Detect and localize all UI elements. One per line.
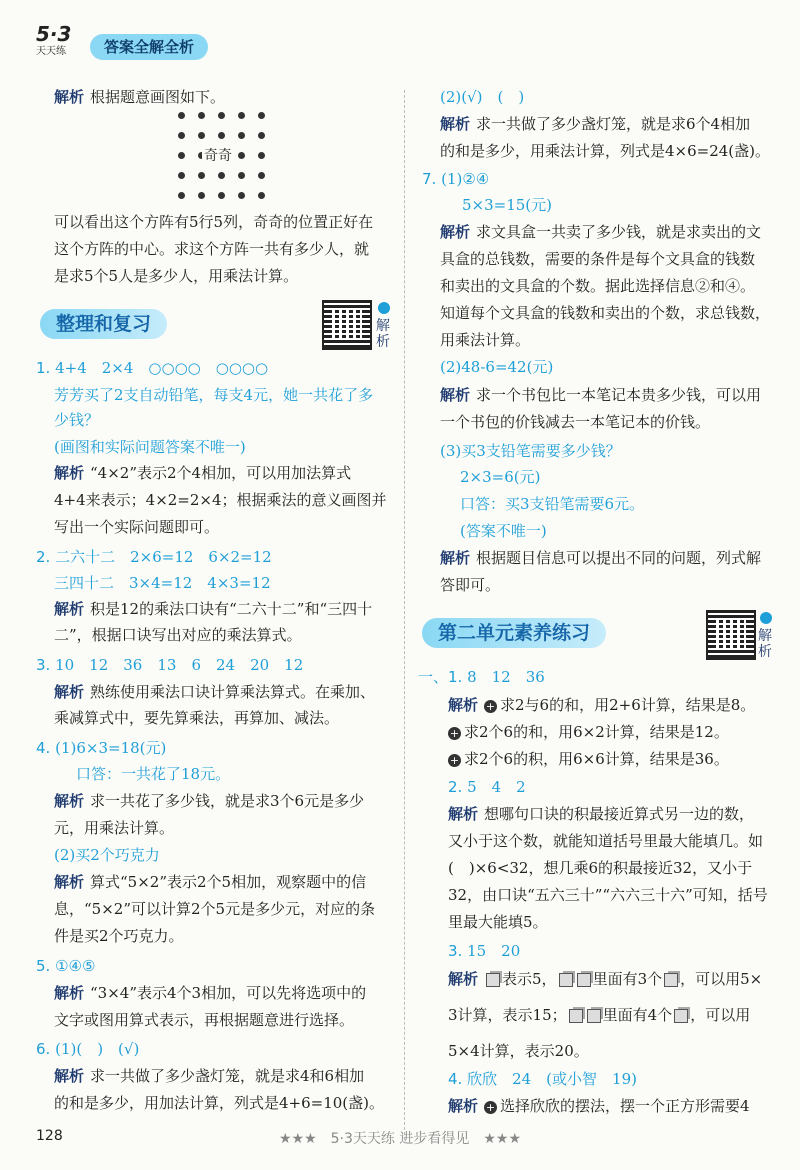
cube-icon	[664, 973, 678, 987]
q2-answer1: 2. 二六十二 2×6=12 6×2=12	[36, 548, 272, 566]
logo-mark: 5·3	[36, 22, 72, 46]
q6b-explain1: 解析 求一共做了多少盏灯笼，就是求6个4相加	[440, 115, 751, 133]
q1-answer: 1. 4+4 2×4 ○○○○ ○○○○	[36, 359, 269, 377]
qr-code-unit2	[706, 610, 756, 660]
q6b-answer: (2)(√) ( )	[440, 88, 525, 106]
q7-answer6: 口答：买3支铅笔需要6元。	[460, 495, 645, 513]
q7-answer7: (答案不唯一)	[460, 522, 547, 540]
bullet-icon: +	[449, 753, 460, 767]
q6-answer: 6. (1)( ) (√)	[36, 1040, 140, 1058]
header-title: 答案全解全析	[90, 34, 208, 60]
column-divider	[404, 90, 405, 1140]
q7-explain7: 一个书包的价钱减去一本笔记本的价钱。	[440, 413, 711, 431]
q6b-explain2: 的和是多少，用乘法计算，列式是4×6=24(盏)。	[440, 142, 771, 160]
intro-line0: 解析 根据题意画图如下。	[54, 88, 226, 106]
q7-explain6: 解析 求一个书包比一本笔记本贵多少钱，可以用	[440, 386, 762, 404]
bullet-icon: +	[485, 1100, 496, 1114]
q7-explain5: 用乘法计算。	[440, 331, 531, 349]
q7-explain2: 具盒的总钱数，需要的条件是每个文具盒的钱数	[440, 250, 756, 268]
q4-explain5: 件是买2个巧克力。	[54, 927, 184, 945]
logo-sub: 天天练	[36, 46, 66, 57]
q5-answer: 5. ①④⑤	[36, 957, 96, 975]
bullet-icon: +	[485, 699, 496, 713]
cube-icon	[587, 1009, 601, 1023]
p1-explain1: 解析 + 求2与6的和，用2+6计算，结果是8。	[448, 696, 756, 714]
cube-stack-icon	[569, 1009, 583, 1023]
q6-explain2: 的和是多少，用加法计算，列式是4+6=10(盏)。	[54, 1094, 385, 1112]
p1-explain2: + 求2个6的和，用6×2计算，结果是12。	[449, 723, 729, 741]
brand-logo	[36, 22, 84, 60]
page-number: 128	[36, 1128, 63, 1144]
p3-explain3: 5×4计算，表示20。	[448, 1042, 589, 1060]
q2-explain2: 二”，根据口诀写出对应的乘法算式。	[54, 626, 302, 644]
cube-icon	[577, 973, 591, 987]
section-title-review: 整理和复习	[40, 309, 167, 339]
p4-answer: 4. 欣欣 24 (或小智 19)	[448, 1070, 637, 1088]
q3-explain2: 乘减算式中，要先算乘法，再算加、减法。	[54, 709, 340, 727]
q5-explain1: 解析 “3×4”表示4个3相加，可以先将选项中的	[54, 984, 367, 1002]
play-icon	[760, 612, 772, 624]
q1-line4: (画图和实际问题答案不唯一)	[54, 438, 246, 456]
p1-answer: 一、1. 8 12 36	[418, 668, 545, 686]
dot-square-diagram	[178, 112, 268, 202]
intro-line2: 这个方阵的中心。求这个方阵一共有多少人，就	[54, 240, 370, 258]
p2-explain1: 解析 想哪句口诀的积最接近算式另一边的数，	[448, 805, 755, 823]
q7-answer2: 5×3=15(元)	[462, 196, 553, 214]
cube-icon	[486, 973, 500, 987]
footer-slogan: ★★★ 5·3天天练 进步看得见 ★★★	[278, 1131, 522, 1147]
q4-answer2: 口答：一共花了18元。	[76, 765, 231, 783]
p3-answer: 3. 15 20	[448, 942, 521, 960]
p3-explain1: 解析 表示5， 里面有3个 ，可以用5×	[448, 970, 763, 988]
q7-answer3: (2)48-6=42(元)	[440, 358, 554, 376]
q4-explain2: 元，用乘法计算。	[54, 819, 175, 837]
q7-explain9: 答即可。	[440, 576, 501, 594]
cube-stack-icon	[559, 973, 573, 987]
cube-icon	[674, 1009, 688, 1023]
p2-explain5: 里最大能填5。	[448, 913, 548, 931]
qr-code-review	[322, 300, 372, 350]
q7-answer1: 7. (1)②④	[422, 170, 490, 188]
q7-answer5: 2×3=6(元)	[460, 468, 541, 486]
q1-explain2: 4+4来表示；4×2=2×4；根据乘法的意义画图并	[54, 491, 387, 509]
q7-explain1: 解析 求文具盒一共卖了多少钱，就是求卖出的文	[440, 223, 762, 241]
q7-explain4: 知道每个文具盒的钱数和卖出的个数，求总钱数，	[440, 304, 771, 322]
qr-label-review: 解析	[376, 318, 390, 350]
q2-answer2: 三四十二 3×4=12 4×3=12	[54, 574, 271, 592]
intro-line1: 可以看出这个方阵有5行5列，奇奇的位置正好在	[54, 213, 374, 231]
q7-explain3: 和卖出的文具盒的个数。据此选择信息②和④。	[440, 277, 756, 295]
p3-explain2: 3计算，表示15； 里面有4个 ，可以用	[448, 1006, 751, 1024]
q4-explain3: 解析 算式“5×2”表示2个5相加，观察题中的信	[54, 873, 367, 891]
q1-line2: 芳芳买了2支自动铅笔，每支4元，她一共花了多	[54, 386, 374, 404]
bullet-icon: +	[449, 726, 460, 740]
q3-explain1: 解析 熟练使用乘法口诀计算乘法算式。在乘加、	[54, 683, 376, 701]
intro-line3: 是求5个5人是多少人，用乘法计算。	[54, 267, 299, 285]
q3-answer: 3. 10 12 36 13 6 24 20 12	[36, 656, 304, 674]
q4-answer1: 4. (1)6×3=18(元)	[36, 739, 167, 757]
p2-answer: 2. 5 4 2	[448, 778, 526, 796]
play-icon	[378, 302, 390, 314]
q5-explain2: 文字或图用算式表示，再根据题意进行选择。	[54, 1011, 355, 1029]
p2-explain4: 32，由口诀“五六三十”“六六三十六”可知，括号	[448, 886, 768, 904]
p1-explain3: + 求2个6的积，用6×6计算，结果是36。	[449, 750, 729, 768]
q7-explain8: 解析 根据题目信息可以提出不同的问题，列式解	[440, 549, 762, 567]
p4-explain1: 解析 + 选择欣欣的摆法，摆一个正方形需要4	[448, 1097, 750, 1115]
q1-explain3: 写出一个实际问题即可。	[54, 518, 220, 536]
qr-label-unit2: 解析	[758, 628, 772, 660]
diagram-center-label: 奇奇	[202, 145, 234, 165]
q1-explain1: 解析 “4×2”表示2个4相加，可以用加法算式	[54, 464, 352, 482]
p2-explain3: ( )×6<32，想几乘6的积最接近32，又小于	[448, 859, 753, 877]
p2-explain2: 又小于这个数，就能知道括号里最大能填几。如	[448, 832, 764, 850]
jx-label: 解析	[54, 88, 85, 106]
q4-explain1: 解析 求一共花了多少钱，就是求3个6元是多少	[54, 792, 365, 810]
q7-answer4: (3)买3支铅笔需要多少钱？	[440, 442, 621, 460]
q6-explain1: 解析 求一共做了多少盏灯笼，就是求4和6相加	[54, 1067, 365, 1085]
q4-explain4: 息，“5×2”可以计算2个5元是多少元，对应的条	[54, 900, 376, 918]
q2-explain1: 解析 积是12的乘法口诀有“二六十二”和“三四十	[54, 600, 373, 618]
q1-line3: 少钱？	[54, 411, 100, 429]
section-title-unit2: 第二单元素养练习	[422, 618, 606, 648]
q4-answer3: (2)买2个巧克力	[54, 846, 160, 864]
